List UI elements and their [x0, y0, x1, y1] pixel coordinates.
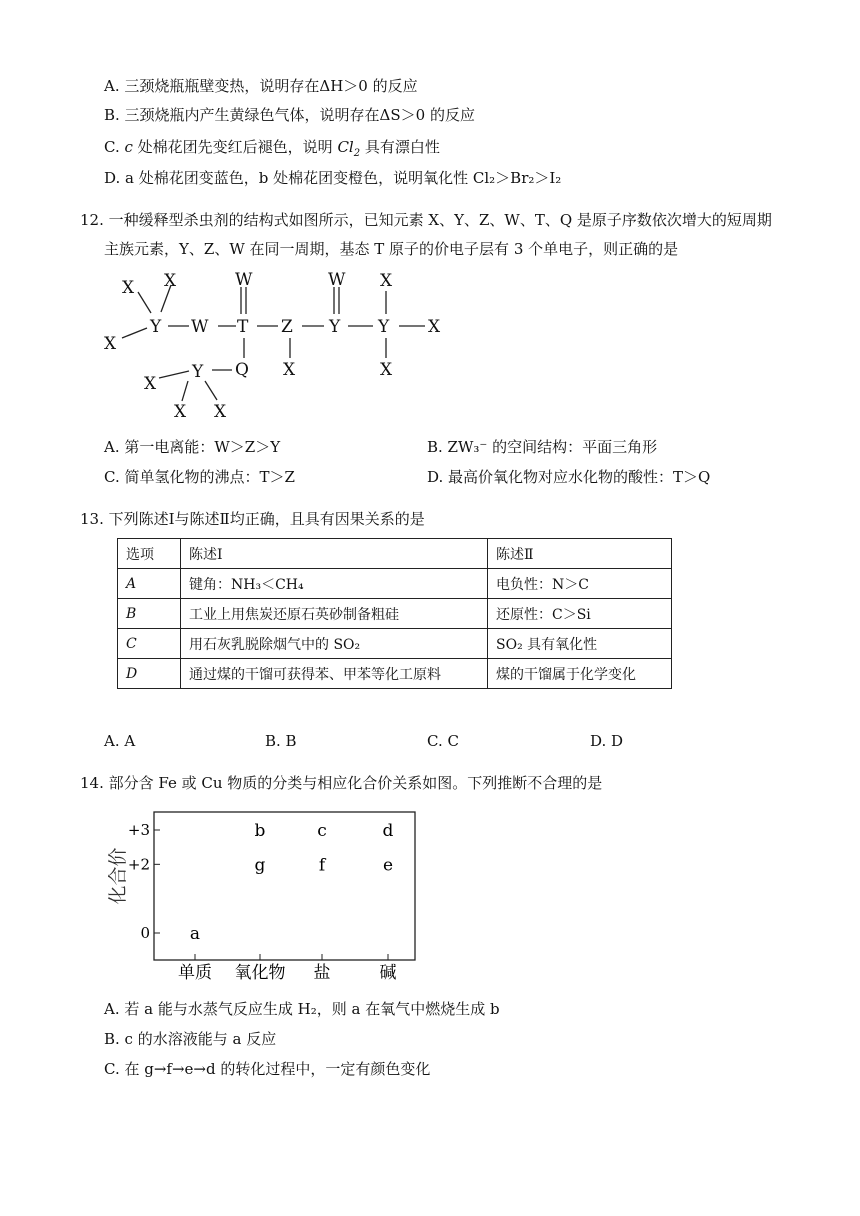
atom-t: T [237, 317, 249, 337]
atom-w: W [191, 317, 209, 337]
point-label-d: d [382, 821, 394, 841]
table-row [118, 569, 672, 599]
table-cell: 煤的干馏属于化学变化 [488, 659, 672, 689]
table-cell: B [118, 599, 181, 629]
atom-w: W [235, 270, 253, 290]
atom-x: X [144, 374, 157, 394]
x-tick-label: 盐 [313, 963, 331, 983]
q14-option-c: C. 在 g→f→e→d 的转化过程中，一定有颜色变化 [104, 1060, 431, 1078]
atom-x: X [380, 360, 393, 380]
table-cell: D [118, 659, 181, 689]
atom-y: Y [329, 317, 341, 337]
point-label-f: f [318, 855, 326, 876]
q14-stem: 14. 部分含 Fe 或 Cu 物质的分类与相应化合价关系如图。下列推断不合理的是 [80, 774, 603, 792]
q11-option-b: B. 三颈烧瓶内产生黄绿色气体，说明存在ΔS＞0 的反应 [104, 106, 475, 124]
table-header-row [118, 539, 672, 569]
q11-option-c-var: c [124, 138, 133, 156]
table-cell: 工业上用焦炭还原石英砂制备粗硅 [181, 599, 488, 629]
atom-x: X [174, 402, 187, 422]
q11-option-c-mid: 处棉花团先变红后褪色，说明 [132, 138, 338, 156]
atom-x: X [380, 271, 393, 291]
table-cell: 键角：NH₃＜CH₄ [181, 569, 488, 599]
q11-option-a: A. 三颈烧瓶瓶壁变热，说明存在ΔH＞0 的反应 [104, 77, 418, 95]
table-row [118, 629, 672, 659]
atom-y: Y [378, 317, 390, 337]
atom-x: X [214, 402, 227, 422]
x-tick-label: 单质 [178, 963, 212, 983]
q13-option-c: C. C [427, 732, 459, 750]
q12-option-b: B. ZW₃⁻ 的空间结构：平面三角形 [427, 438, 658, 456]
atom-y: Y [150, 317, 162, 337]
table-header-cell: 选项 [118, 539, 181, 569]
atom-w: W [328, 270, 346, 290]
table-cell: 还原性：C＞Si [488, 599, 672, 629]
q13-option-d: D. D [590, 732, 624, 750]
atom-z: Z [281, 317, 293, 337]
table-header-cell: 陈述Ⅰ [181, 539, 488, 569]
q11-option-c [104, 137, 440, 164]
y-tick-label: 0 [140, 924, 150, 942]
point-label-a: a [189, 924, 201, 944]
atom-y: Y [192, 362, 204, 382]
q13-table [117, 538, 672, 689]
x-tick-label: 氧化物 [234, 963, 286, 983]
table-row [118, 599, 672, 629]
chart-ylabel: 化合价 [107, 847, 129, 905]
atom-x: X [164, 271, 177, 291]
q11-option-d: D. a 处棉花团变蓝色，b 处棉花团变橙色，说明氧化性 Cl₂＞Br₂＞I₂ [104, 169, 562, 187]
q14-option-a: A. 若 a 能与水蒸气反应生成 H₂，则 a 在氧气中燃烧生成 b [104, 1000, 500, 1018]
q12-option-a: A. 第一电离能：W＞Z＞Y [104, 438, 281, 456]
q12-stem-line2: 主族元素，Y、Z、W 在同一周期，基态 T 原子的价电子层有 3 个单电子，则正确的是 [104, 240, 679, 258]
q12-stem-line1: 12. 一种缓释型杀虫剂的结构式如图所示，已知元素 X、Y、Z、W、T、Q 是原子序数依次增大的短周期 [80, 211, 772, 229]
q12-option-c: C. 简单氢化物的沸点：T＞Z [104, 468, 295, 486]
atom-x: X [104, 334, 117, 354]
point-label-e: e [382, 855, 394, 876]
point-label-g: g [254, 855, 266, 876]
table-cell: 通过煤的干馏可获得苯、甲苯等化工原料 [181, 659, 488, 689]
q13-option-b: B. B [265, 732, 297, 750]
x-tick-label: 碱 [379, 963, 397, 983]
q11-option-c-suffix: 具有漂白性 [360, 138, 440, 156]
table-row [118, 659, 672, 689]
table-cell: 用石灰乳脱除烟气中的 SO₂ [181, 629, 488, 659]
y-tick-label: +2 [127, 855, 150, 874]
q13-option-a: A. A [104, 732, 136, 750]
q14-option-b: B. c 的水溶液能与 a 反应 [104, 1030, 277, 1048]
atom-x: X [283, 360, 296, 380]
y-tick-label: +3 [127, 821, 150, 839]
atom-x: X [428, 317, 441, 337]
table-cell: C [118, 629, 181, 659]
q13-stem: 13. 下列陈述Ⅰ与陈述Ⅱ均正确，且具有因果关系的是 [80, 510, 425, 528]
q12-option-d: D. 最高价氧化物对应水化物的酸性：T＞Q [427, 468, 711, 486]
q11-option-c-formula: $Cl_2$ [337, 138, 361, 159]
table-cell: A [118, 569, 181, 599]
q14-valence-chart [100, 806, 430, 986]
table-cell: SO₂ 具有氧化性 [488, 629, 672, 659]
table-cell: 电负性：N＞C [488, 569, 672, 599]
atom-x: X [122, 278, 135, 298]
q11-option-c-prefix: C. [104, 138, 125, 156]
point-label-b: b [254, 821, 266, 841]
point-label-c: c [317, 821, 327, 841]
table-header-cell: 陈述Ⅱ [488, 539, 672, 569]
q12-structure-diagram [95, 265, 465, 425]
atom-q: Q [235, 360, 249, 380]
